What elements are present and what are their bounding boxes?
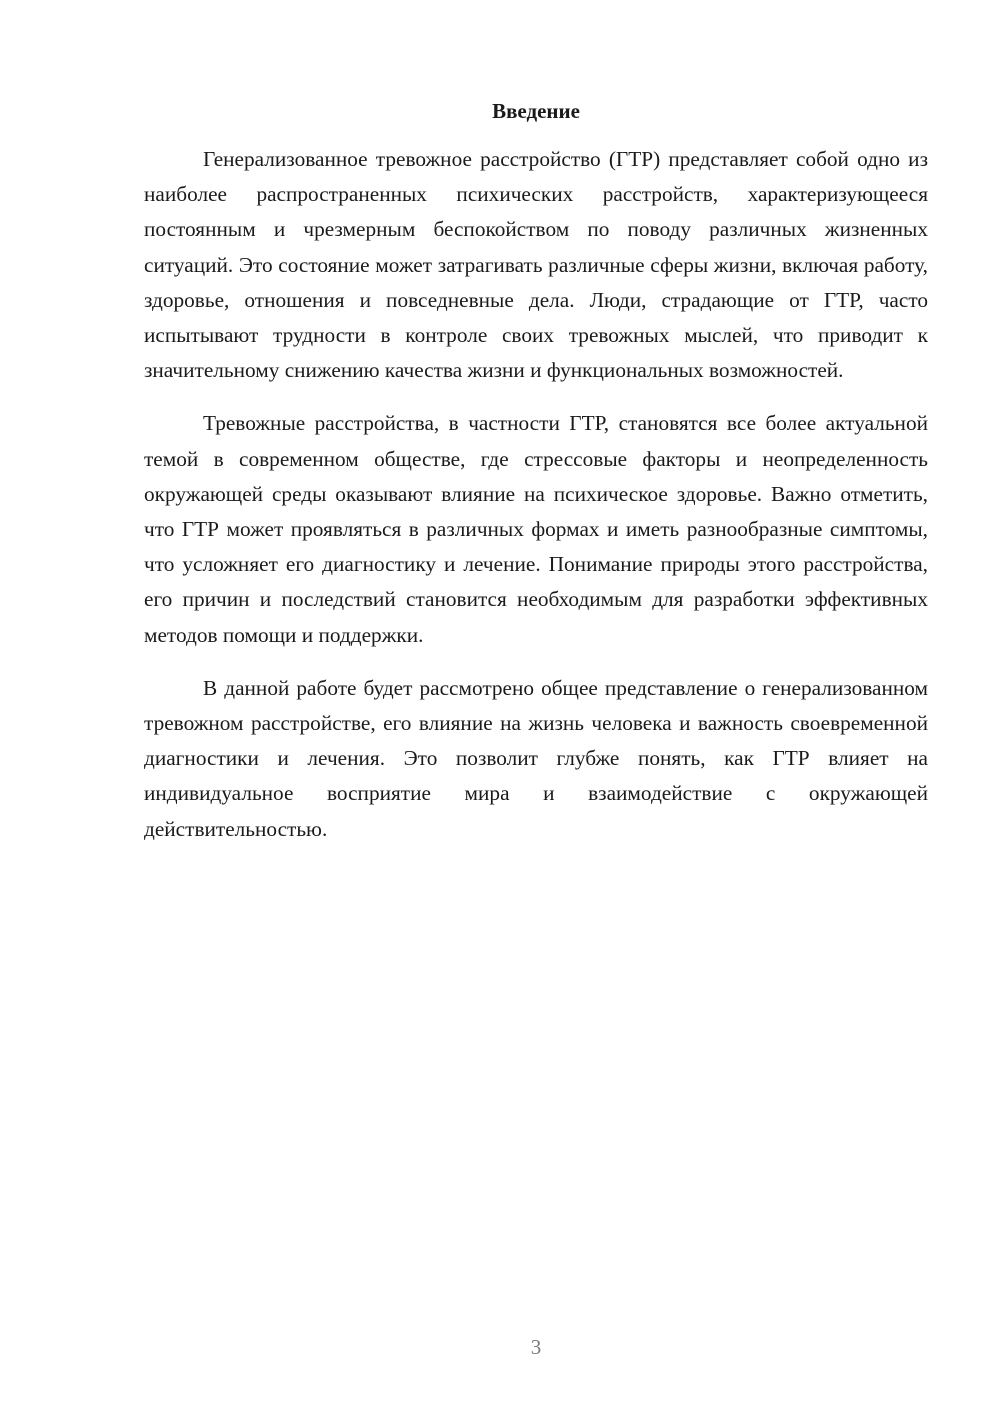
paragraph-1: Генерализованное тревожное расстройство (ГТР) представляет собой одно из наиболее распространенных психических расстройств, характеризующееся постоянным и чрезмерным беспокойством по поводу различных жизненных ситуаций. Это состояние может затрагивать различные сферы жизни, включая работу, здоровье, отношения и повседневные дела. Люди, страдающие от ГТР, часто испытывают трудности в контроле своих тревожных мыслей, что приводит к значительному снижению качества жизни и функциональных возможностей.: [144, 147, 928, 383]
paragraph-2: Тревожные расстройства, в частности ГТР, становятся все более актуальной темой в современном обществе, где стрессовые факторы и неопределенность окружающей среды оказывают влияние на психическое здоровье. Важно отметить, что ГТР может проявляться в различных формах и иметь разнообразные симптомы, что усложняет его диагностику и лечение. Понимание природы этого расстройства, его причин и последствий становится необходимым для разработки эффективных методов помощи и поддержки.: [144, 411, 928, 647]
paragraph-3: В данной работе будет рассмотрено общее представление о генерализованном тревожном расстройстве, его влияние на жизнь человека и важность своевременной диагностики и лечения. Это позволит глубже понять, как ГТР влияет на индивидуальное восприятие мира и взаимодействие с окружающей действительностью.: [144, 675, 928, 841]
section-title: Введение: [492, 99, 580, 123]
page-number: 3: [530, 1335, 542, 1359]
body-text: [144, 142, 928, 865]
